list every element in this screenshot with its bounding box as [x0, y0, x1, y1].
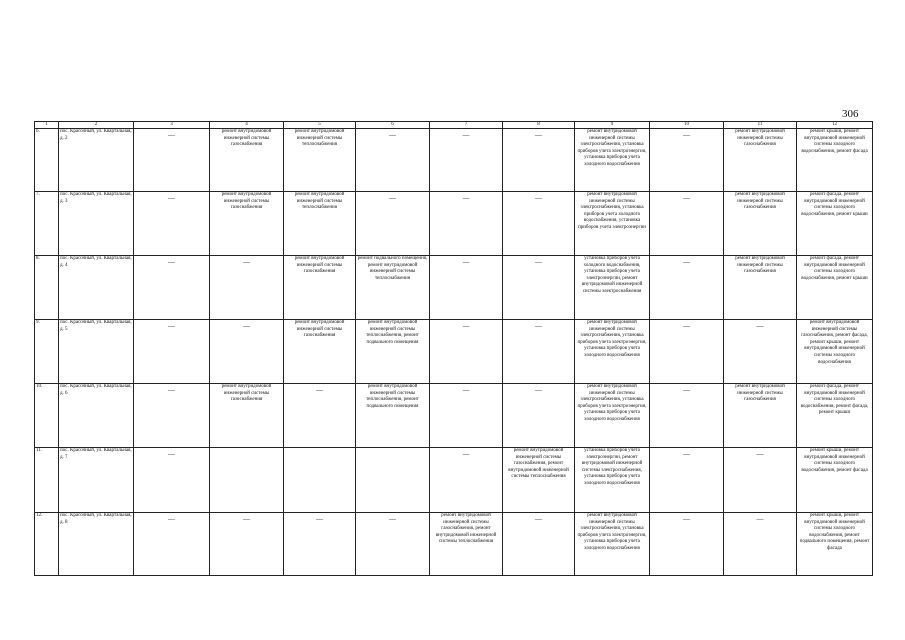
page-number: 306: [842, 108, 859, 120]
work-cell: [430, 129, 503, 192]
work-cell: ремонт внутридомовой инженерной системы электроснабжения, установка приборов учета электроэнергии, установка приборов учета холодного водоснабжения: [575, 129, 650, 192]
dash-mark: —: [683, 258, 690, 266]
work-cell: [210, 256, 284, 320]
col-header: 7: [430, 122, 503, 129]
dash-mark: —: [168, 450, 175, 458]
work-cell: [650, 384, 724, 448]
col-header: 4: [210, 122, 284, 129]
work-cell: [503, 192, 575, 256]
work-cell: [356, 513, 430, 576]
dash-mark: —: [535, 322, 542, 330]
work-cell: [134, 320, 210, 384]
col-header: 9: [575, 122, 650, 129]
work-cell: ремонт внутридомовой инженерной системы теплоснабжения, ремонт подвального помещения: [356, 384, 430, 448]
col-header: 5: [284, 122, 356, 129]
dash-mark: —: [168, 258, 175, 266]
work-cell: [503, 384, 575, 448]
col-header: 8: [503, 122, 575, 129]
dash-mark: —: [535, 386, 542, 394]
work-cell: ремонт внутридомовой инженерной системы электроснабжения, установка приборов учета электроэнергии, установка приборов учета холодного водоснабжения: [575, 384, 650, 448]
col-header: 1: [35, 122, 59, 129]
work-cell: [503, 513, 575, 576]
dash-mark: —: [243, 322, 250, 330]
dash-mark: —: [168, 322, 175, 330]
work-cell: ремонт внутридомовой инженерной системы газоснабжения: [724, 256, 797, 320]
work-cell: [210, 320, 284, 384]
work-cell: ремонт внутридомовой инженерной системы электроснабжения, установка приборов учета электроэнергии, установка приборов учета холодного водоснабжения: [575, 320, 650, 384]
dash-mark: —: [168, 194, 175, 202]
table-row: [35, 448, 873, 513]
work-cell: ремонт крыши, ремонт внутридомовой инженерной системы холодного водоснабжения, ремонт фасада: [797, 448, 873, 513]
dash-mark: —: [243, 258, 250, 266]
dash-mark: —: [683, 194, 690, 202]
row-number-cell: 6.: [35, 129, 59, 192]
work-cell: ремонт внутридомовой инженерной системы газоснабжения: [724, 192, 797, 256]
dash-mark: —: [683, 515, 690, 523]
work-cell: [724, 320, 797, 384]
work-cell: ремонт внутридомовой инженерной системы газоснабжения, ремонт внутридомовой инженерной системы теплоснабжения: [430, 513, 503, 576]
work-cell: [284, 384, 356, 448]
row-number-cell: 9.: [35, 320, 59, 384]
row-number-cell: 7.: [35, 192, 59, 256]
dash-mark: —: [462, 386, 470, 394]
col-header: 12: [797, 122, 873, 129]
dash-mark: —: [389, 194, 396, 202]
col-header: 2: [59, 122, 134, 129]
address-cell: пос. Красочный, ул. Квартальная, д. 7: [59, 448, 134, 513]
dash-mark: —: [756, 515, 764, 523]
work-cell: [430, 192, 503, 256]
address-cell: пос. Красочный, ул. Квартальная, д. 2: [59, 129, 134, 192]
col-header: 6: [356, 122, 430, 129]
work-cell: ремонт подвального помещения, ремонт внутридомовой инженерной системы теплоснабжения: [356, 256, 430, 320]
work-cell: ремонт фасада, ремонт внутридомовой инженерной системы холодного водоснабжения, ремонт крыши: [797, 256, 873, 320]
work-cell: [134, 384, 210, 448]
work-cell: [650, 192, 724, 256]
table-row: [35, 192, 873, 256]
address-cell: пос. Красочный, ул. Квартальная, д. 8: [59, 513, 134, 576]
work-cell: ремонт внутридомовой инженерной системы теплоснабжения: [284, 192, 356, 256]
table-row: [35, 513, 873, 576]
dash-mark: —: [389, 515, 396, 523]
work-cell: [284, 513, 356, 576]
work-cell: [134, 513, 210, 576]
work-cell: [134, 256, 210, 320]
work-cell: [356, 448, 430, 513]
dash-mark: —: [462, 258, 470, 266]
col-header: 11: [724, 122, 797, 129]
work-cell: [134, 448, 210, 513]
work-cell: ремонт внутридомовой инженерной системы газоснабжения: [210, 192, 284, 256]
row-number-cell: 12.: [35, 513, 59, 576]
address-cell: пос. Красочный, ул. Квартальная, д. 5: [59, 320, 134, 384]
work-cell: ремонт внутридомовой инженерной системы теплоснабжения: [284, 129, 356, 192]
address-cell: пос. Красочный, ул. Квартальная, д. 6: [59, 384, 134, 448]
work-cell: ремонт внутридомовой инженерной системы газоснабжения: [724, 129, 797, 192]
work-cell: ремонт крыши, ремонт внутридомовой инженерной системы холодного водоснабжения, ремонт подвального помещения, ремонт фасада: [797, 513, 873, 576]
dash-mark: —: [168, 515, 175, 523]
col-header: 3: [134, 122, 210, 129]
dash-mark: —: [462, 194, 470, 202]
dash-mark: —: [535, 194, 542, 202]
work-cell: [430, 384, 503, 448]
dash-mark: —: [756, 450, 764, 458]
work-cell: [503, 129, 575, 192]
work-cell: [134, 192, 210, 256]
work-cell: [210, 448, 284, 513]
dash-mark: —: [683, 386, 690, 394]
work-cell: [503, 256, 575, 320]
work-cell: [650, 129, 724, 192]
dash-mark: —: [168, 131, 175, 139]
work-cell: [430, 448, 503, 513]
work-cell: ремонт внутридомовой инженерной системы газоснабжения, ремонт фасада, ремонт крыши, ремонт внутридомовой инженерной системы холодного водоснабжения: [797, 320, 873, 384]
work-cell: [724, 513, 797, 576]
dash-mark: —: [389, 131, 396, 139]
work-cell: [650, 256, 724, 320]
work-cell: [650, 448, 724, 513]
work-cell: ремонт внутридомовой инженерной системы электроснабжения, установка приборов учета холодного водоснабжения, установка приборов учета электроэнергии: [575, 192, 650, 256]
dash-mark: —: [462, 450, 470, 458]
dash-mark: —: [462, 131, 470, 139]
dash-mark: —: [683, 131, 690, 139]
dash-mark: —: [535, 258, 542, 266]
work-cell: ремонт внутридомовой инженерной системы газоснабжения: [284, 256, 356, 320]
works-table: [34, 121, 873, 576]
work-cell: ремонт фасада, ремонт внутридомовой инженерной системы холодного водоснабжения, ремонт фасада, ремонт крыши: [797, 384, 873, 448]
work-cell: [430, 256, 503, 320]
dash-mark: —: [683, 322, 690, 330]
work-cell: [210, 513, 284, 576]
row-number-cell: 8.: [35, 256, 59, 320]
row-number-cell: 10.: [35, 384, 59, 448]
work-cell: [650, 320, 724, 384]
work-cell: [650, 513, 724, 576]
work-cell: [430, 320, 503, 384]
table-row: [35, 129, 873, 192]
dash-mark: —: [243, 515, 250, 523]
row-number-cell: 11.: [35, 448, 59, 513]
work-cell: [503, 320, 575, 384]
work-cell: ремонт фасада, ремонт внутридомовой инженерной системы холодного водоснабжения, ремонт крыши: [797, 192, 873, 256]
col-header: 10: [650, 122, 724, 129]
work-cell: [724, 448, 797, 513]
address-cell: пос. Красочный, ул. Квартальная, д. 4: [59, 256, 134, 320]
dash-mark: —: [316, 515, 323, 523]
dash-mark: —: [535, 131, 542, 139]
dash-mark: —: [316, 386, 323, 394]
work-cell: ремонт внутридомовой инженерной системы газоснабжения: [210, 129, 284, 192]
work-cell: [134, 129, 210, 192]
work-cell: ремонт внутридомовой инженерной системы газоснабжения: [210, 384, 284, 448]
dash-mark: —: [683, 450, 690, 458]
dash-mark: —: [756, 322, 764, 330]
work-cell: [356, 192, 430, 256]
work-cell: ремонт внутридомовой инженерной системы газоснабжения: [284, 320, 356, 384]
table-row: [35, 320, 873, 384]
address-cell: пос. Красочный, ул. Квартальная, д. 3: [59, 192, 134, 256]
work-cell: ремонт крыши, ремонт внутридомовой инженерной системы холодного водоснабжения, ремонт фасада: [797, 129, 873, 192]
work-cell: [284, 448, 356, 513]
dash-mark: —: [462, 322, 470, 330]
table-row: [35, 256, 873, 320]
work-cell: ремонт внутридомовой инженерной системы электроснабжения, установка приборов учета электроэнергии, установка приборов учета холодного водоснабжения: [575, 513, 650, 576]
work-cell: ремонт внутридомовой инженерной системы теплоснабжения, ремонт подвального помещения: [356, 320, 430, 384]
work-cell: установка приборов учета холодного водоснабжения, установка приборов учета электроэнергии, ремонт внутридомовой инженерной системы электроснабжения: [575, 256, 650, 320]
header-row: [35, 122, 873, 129]
work-cell: установка приборов учета электроэнергии, ремонт внутридомовой инженерной системы электроснабжения, установка приборов учета холодного водоснабжения: [575, 448, 650, 513]
work-cell: ремонт внутридомовой инженерной системы газоснабжения: [724, 384, 797, 448]
dash-mark: —: [168, 386, 175, 394]
table-row: [35, 384, 873, 448]
dash-mark: —: [535, 515, 542, 523]
work-cell: ремонт внутридомовой инженерной системы газоснабжения, ремонт внутридомовой инженерной системы теплоснабжения: [503, 448, 575, 513]
work-cell: [356, 129, 430, 192]
